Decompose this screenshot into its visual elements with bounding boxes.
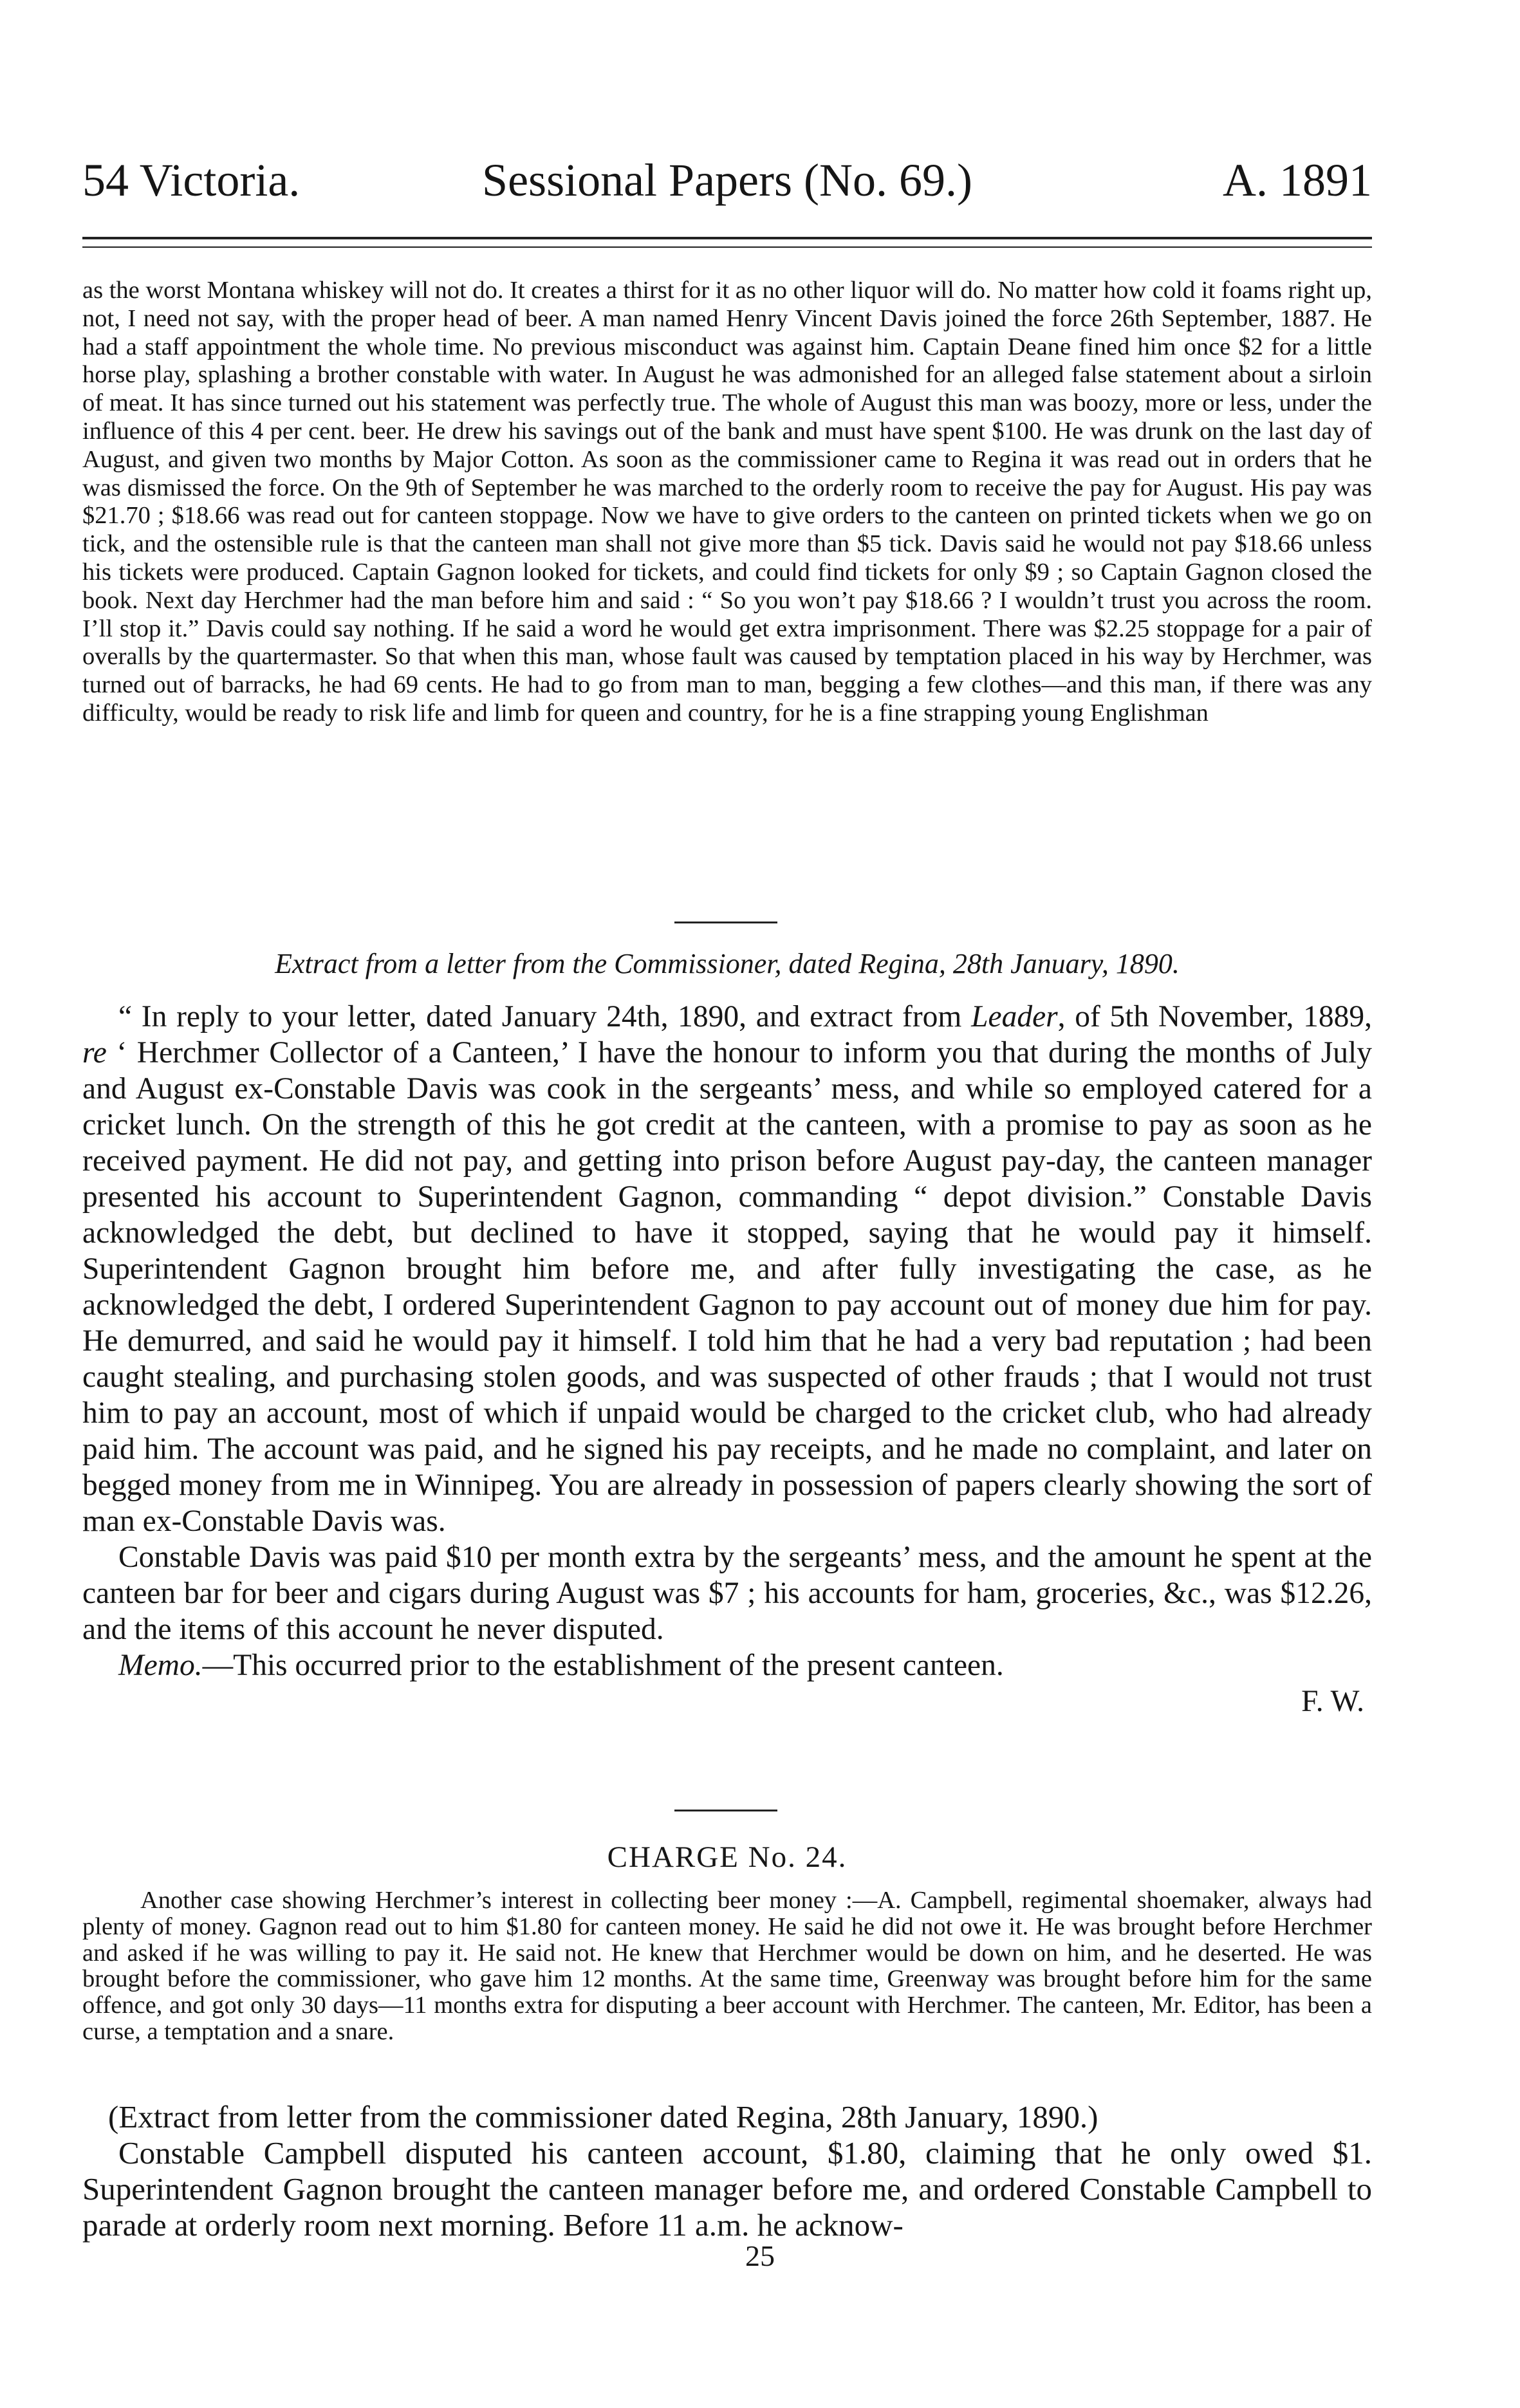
header-rule-thin bbox=[82, 246, 1372, 248]
top-paragraph-text: as the worst Montana whiskey will not do. It creates a thirst for it as no other liquor will do. No matter how cold it foams right up, not, I need not say, with the proper head of beer. A man named Henry Vincent Davis joined the force 26th September, 1887. He had a staff appointment the whole time. No previous misconduct was against him. Captain Deane fined him once $2 for a little horse play, splashing a brother constable with water. In August he was admonished for an alleged false statement about a sirloin of meat. It has since turned out his statement was perfectly true. The whole of August this man was boozy, more or less, under the influence of this 4 per cent. beer. He drew his savings out of the bank and must have spent $100. He was drunk on the last day of August, and given two months by Major Cotton. As soon as the commissioner came to Regina it was read out in orders that he was dismissed the force. On the 9th of September he was marched to the orderly room to receive the pay for August. His pay was $21.70 ; $18.66 was read out for canteen stoppage. Now we have to give orders to the canteen on printed tickets when we go on tick, and the ostensible rule is that the canteen man shall not give more than $5 tick. Davis said he would not pay $18.66 unless his tickets were produced. Captain Gagnon looked for tickets, and could find tickets for only $9 ; so Captain Gagnon closed the book. Next day Herchmer had the man before him and said : “ So you won’t pay $18.66 ? I wouldn’t trust you across the room. I’ll stop it.” Davis could say nothing. If he said a word he would get extra imprisonment. There was $2.25 stoppage for a pair of overalls by the quartermaster. So that when this man, whose fault was caused by temptation placed in his way by Herchmer, was turned out of barracks, he had 69 cents. He had to go from man to man, begging a few clothes—and this man, if there was any difficulty, would be ready to risk life and limb for queen and country, for he is a fine strapping young Englishman bbox=[82, 277, 1372, 727]
page-number: 25 bbox=[745, 2239, 775, 2272]
memo-line bbox=[82, 1647, 1372, 1683]
header-title: Sessional Papers (No. 69.) bbox=[482, 154, 972, 206]
header-rule-thick bbox=[82, 237, 1372, 239]
memo-text: —This occurred prior to the establishment of the present canteen. bbox=[202, 1649, 1004, 1682]
newspaper-name: Leader bbox=[971, 1000, 1058, 1033]
section-divider bbox=[674, 922, 777, 923]
extract-paragraph-2: Constable Davis was paid $10 per month extra by the sergeants’ mess, and the amount he spent at the canteen bar for beer and cigars during August was $7 ; his accounts for ham, groceries, &c., was $12.26, and the items of this account he never disputed. bbox=[82, 1541, 1372, 1646]
second-extract-text: Constable Campbell disputed his canteen account, $1.80, claiming that he only owed $1. Superintendent Gagnon brought the canteen manager before me, and ordered Constable Campbell to parade at orderly room next morning. Before 11 a.m. he acknow- bbox=[82, 2135, 1372, 2243]
extract-text: ‘ Herchmer Collector of a Canteen,’ I have the honour to inform you that during the months of July and August ex-Constable Davis was cook in the sergeants’ mess, and while so employed catered for a cricket lunch. On the strength of this he got credit at the canteen, with a promise to pay as soon as he received payment. He did not pay, and getting into prison before August pay-day, the canteen manager presented his account to Superintendent Gagnon, commanding “ depot division.” Constable Davis acknowledged the debt, but declined to have it stopped, saying that he would pay it himself. Superintendent Gagnon brought him before me, and after fully investigating the case, as he acknowledged the debt, I ordered Superintendent Gagnon to pay account out of money due him for pay. He demurred, and said he would pay it himself. I told him that he had a very bad reputation ; had been caught stealing, and purchasing stolen goods, and was suspected of other frauds ; that I would not trust him to pay an account, most of which if unpaid would be charged to the cricket club, who had already paid him. The account was paid, and he signed his pay receipts, and he made no complaint, and later on begged money from me in Winnipeg. You are already in possession of papers clearly showing the sort of man ex-Constable Davis was. bbox=[82, 1036, 1372, 1538]
extract-body bbox=[82, 999, 1372, 1719]
re-word: re bbox=[82, 1036, 107, 1070]
section-divider bbox=[674, 1810, 777, 1811]
extract-heading: Extract from a letter from the Commissioner, dated Regina, 28th January, 1890. bbox=[275, 948, 1180, 979]
running-header bbox=[82, 151, 1372, 209]
charge-heading: CHARGE No. 24. bbox=[607, 1840, 848, 1874]
top-paragraph bbox=[82, 277, 1372, 728]
charge-paragraph: Another case showing Herchmer’s interest in collecting beer money :—A. Campbell, regimental shoemaker, always had plenty of money. Gagnon read out to him $1.80 for canteen money. He said he did not owe it. He was brought before Herchmer and asked if he was willing to pay it. He said not. He knew that Herchmer would be down on him, and he deserted. He was brought before the commissioner, who gave him 12 months. At the same time, Greenway was brought before him for the same offence, and got only 30 days—11 months extra for disputing a beer account with Herchmer. The canteen, Mr. Editor, has been a curse, a temptation and a snare. bbox=[82, 1887, 1372, 2045]
memo-label: Memo. bbox=[118, 1649, 203, 1682]
second-extract-heading: (Extract from letter from the commissioner dated Regina, 28th January, 1890.) bbox=[108, 2099, 1098, 2135]
header-volume: 54 Victoria. bbox=[82, 154, 301, 206]
header-year: A. 1891 bbox=[1223, 154, 1372, 206]
extract-text: , of 5th November, 1889, bbox=[1057, 1000, 1372, 1033]
charge-body bbox=[82, 1887, 1372, 2045]
second-extract bbox=[82, 2099, 1372, 2243]
signature-initials: F. W. bbox=[1301, 1685, 1364, 1718]
extract-paragraph-1 bbox=[82, 999, 1372, 1539]
extract-text: “ In reply to your letter, dated January 24th, 1890, and extract from bbox=[118, 1000, 972, 1033]
